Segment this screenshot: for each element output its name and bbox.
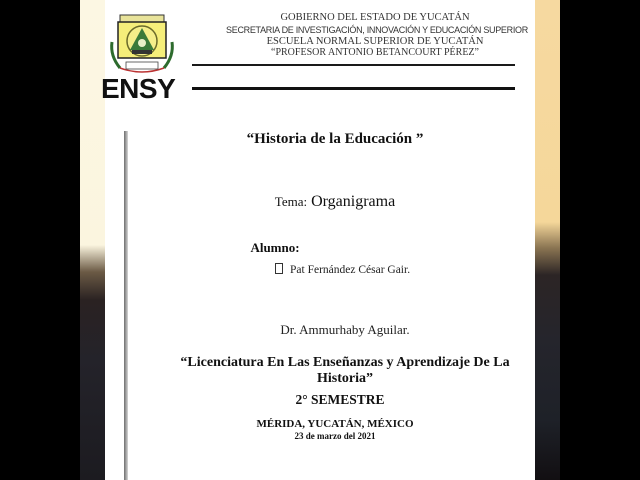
header-school-honoree: “PROFESOR ANTONIO BETANCOURT PÉREZ” [271,47,479,58]
teacher-name: Dr. Ammurhaby Aguilar. [280,322,410,337]
date: 23 de marzo del 2021 [294,431,376,441]
topic-value: Organigrama [311,193,396,210]
right-background-strip [535,0,560,480]
semester: 2° SEMESTRE [295,392,385,407]
school-crest-icon [108,12,176,80]
header-government: GOBIERNO DEL ESTADO DE YUCATÁN [280,12,470,23]
logo-text: ENSY [101,73,176,104]
location: MÉRIDA, YUCATÁN, MÉXICO [256,418,414,430]
header-secretariat: SECRETARIA DE INVESTIGACIÓN, INNOVACIÓN Y EDUCACIÓN SUPERIOR [226,25,528,35]
missing-glyph-bullet-icon [275,263,283,274]
left-margin-bar [124,131,128,480]
student-line [275,263,410,276]
student-label: Alumno: [250,240,300,255]
topic-label: Tema: [274,194,308,209]
header-rule-bottom [192,87,515,90]
document-title: “Historia de la Educación ” [246,131,424,147]
degree-program: “Licenciatura En Las Enseñanzas y Aprendizaje De La Historia” [180,355,510,386]
header-rule-top [192,64,515,66]
header-school: ESCUELA NORMAL SUPERIOR DE YUCATÁN [266,36,484,47]
topic-line [135,193,535,211]
left-background-strip [80,0,105,480]
student-name: Pat Fernández César Gair. [290,264,411,276]
document-page [101,0,535,480]
